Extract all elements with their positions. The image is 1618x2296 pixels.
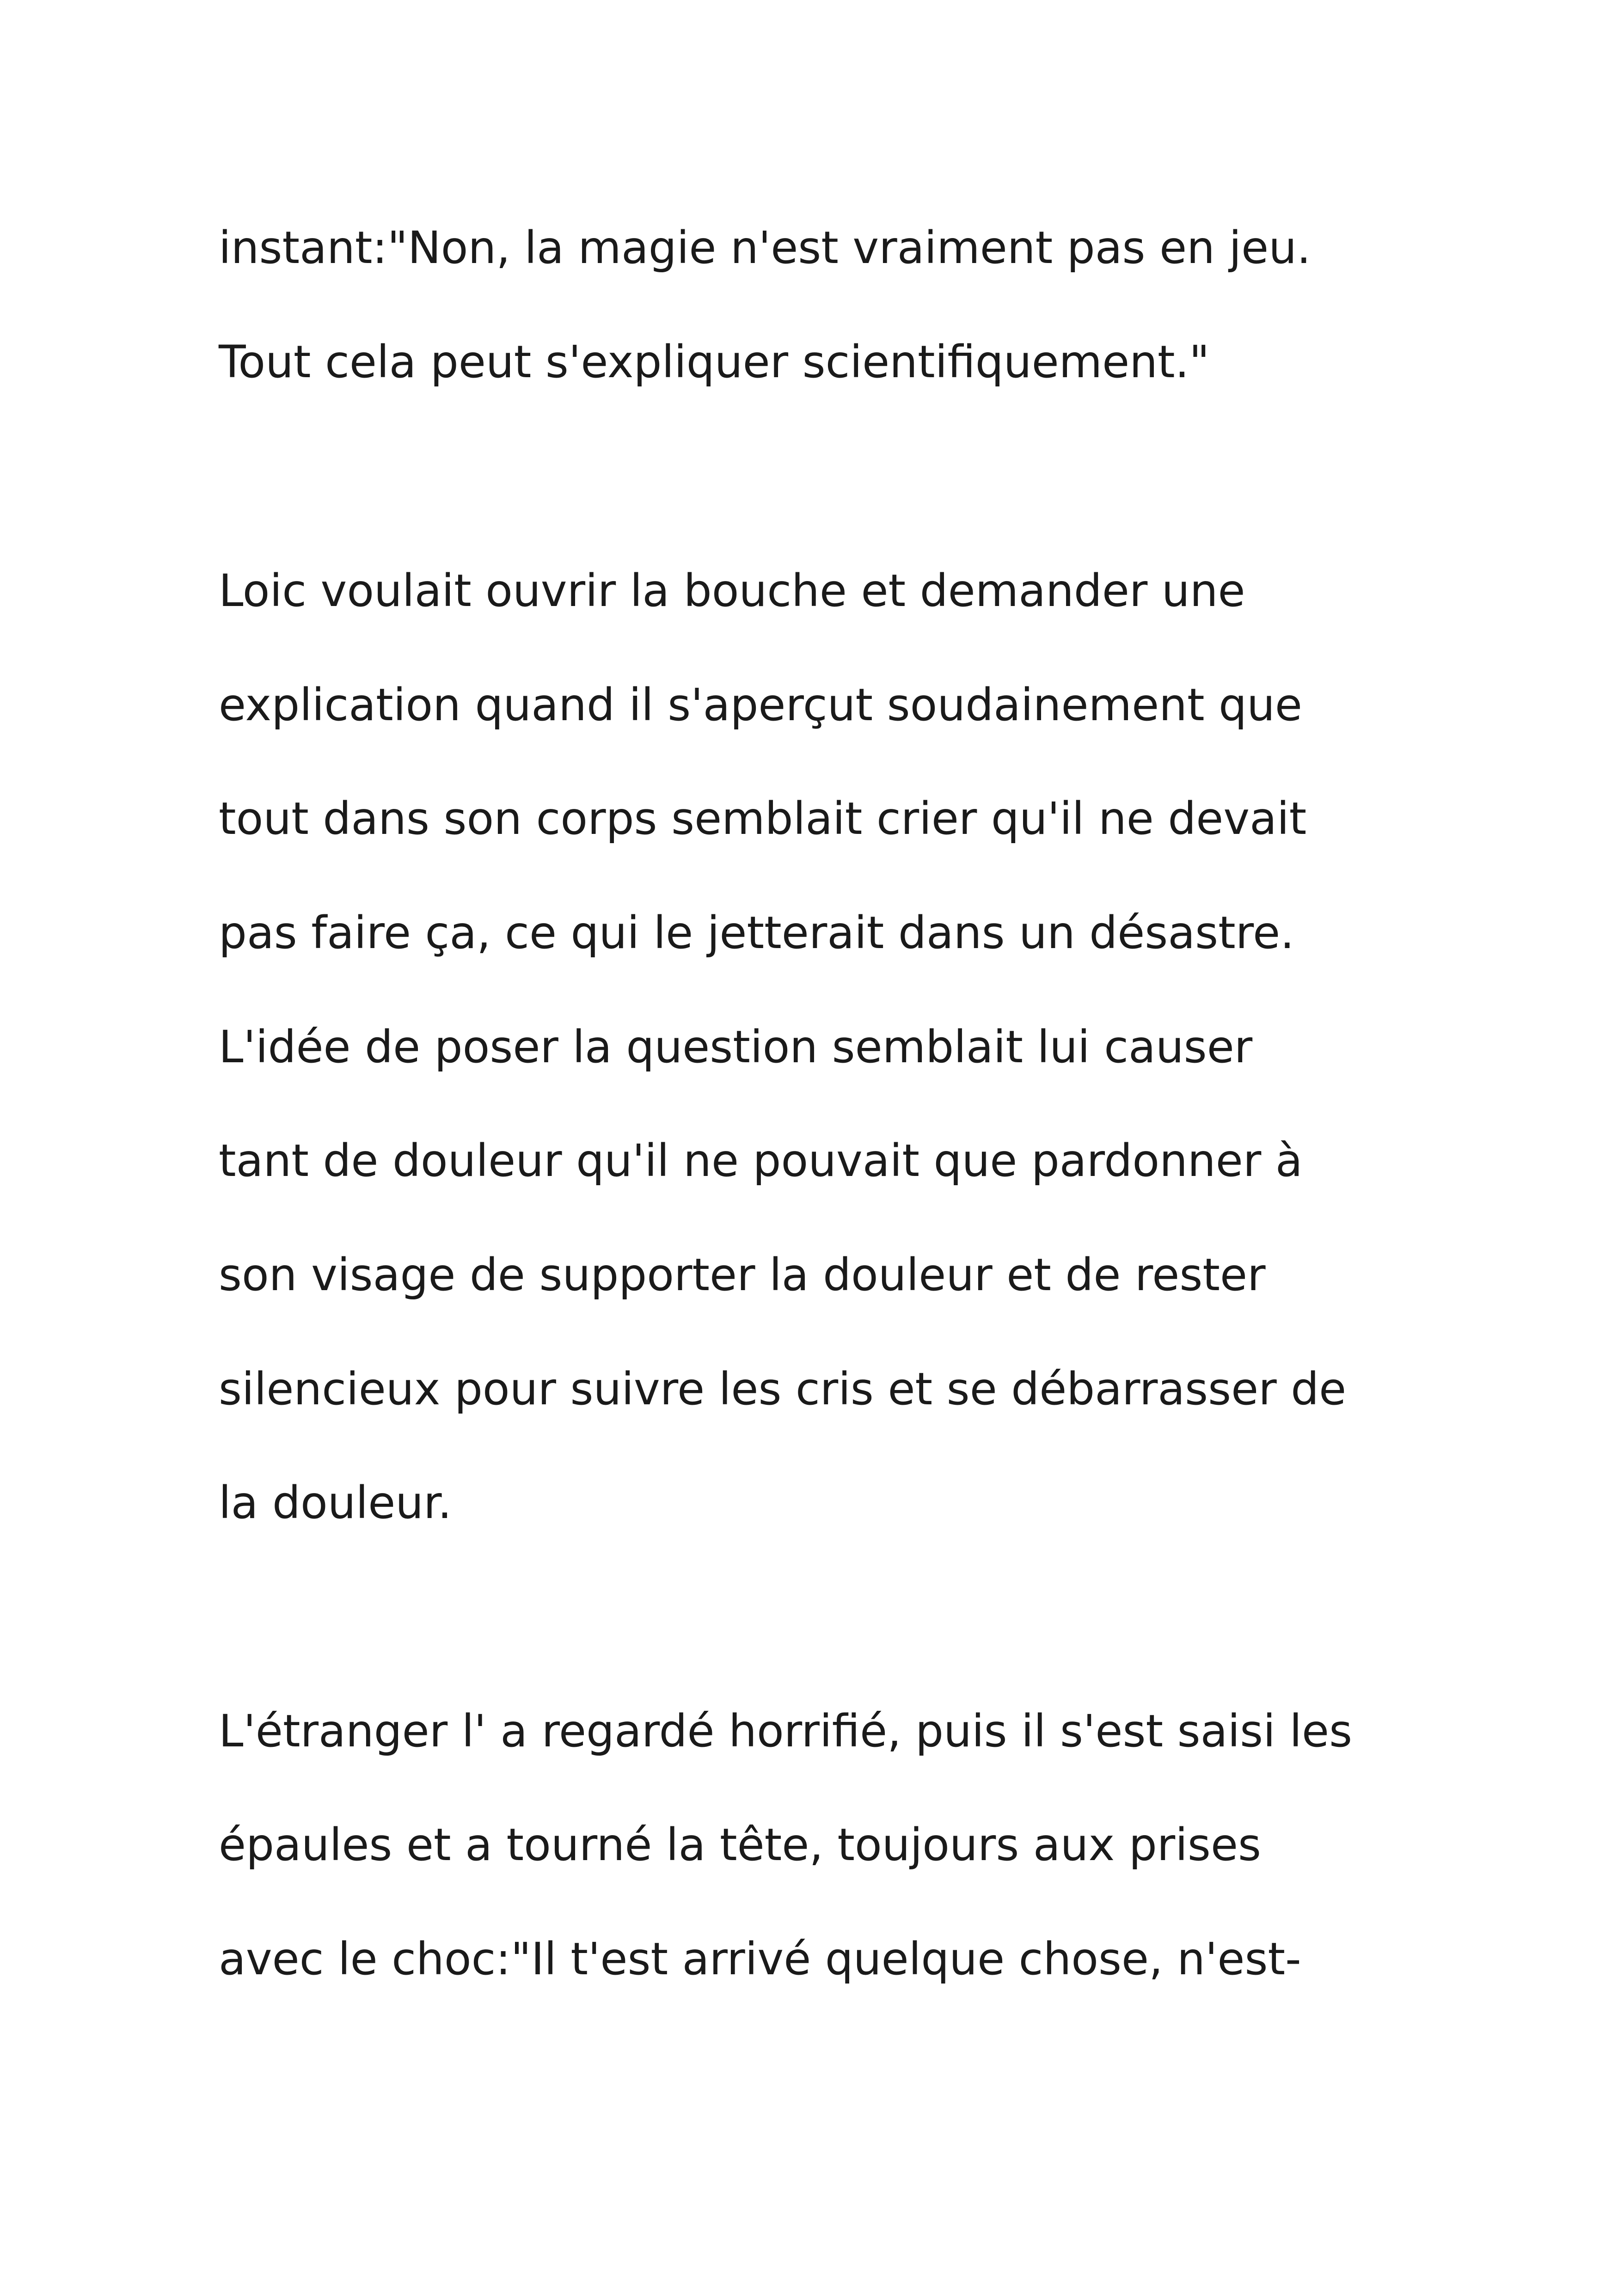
text-line: épaules et a tourné la tête, toujours aux prises	[219, 1819, 1262, 1871]
text-line: instant:"Non, la magie n'est vraiment pas en jeu.	[219, 222, 1311, 274]
text-line: Tout cela peut s'expliquer scientifiquement."	[219, 336, 1210, 388]
text-line: son visage de supporter la douleur et de rester	[219, 1249, 1266, 1301]
text-line: tant de douleur qu'il ne pouvait que pardonner à	[219, 1135, 1303, 1187]
text-line: tout dans son corps semblait crier qu'il ne devait	[219, 793, 1307, 845]
text-line: explication quand il s'aperçut soudainement que	[219, 679, 1302, 731]
text-line: Loic voulait ouvrir la bouche et demander une	[219, 565, 1245, 617]
text-line: L'étranger l' a regardé horrifié, puis il s'est saisi les	[219, 1705, 1353, 1757]
text-line: avec le choc:"Il t'est arrivé quelque chose, n'est-	[219, 1933, 1301, 1985]
text-line: pas faire ça, ce qui le jetterait dans un désastre.	[219, 907, 1294, 959]
text-line: L'idée de poser la question semblait lui causer	[219, 1021, 1253, 1073]
text-line: silencieux pour suivre les cris et se débarrasser de	[219, 1363, 1347, 1415]
text-line: la douleur.	[219, 1477, 452, 1529]
